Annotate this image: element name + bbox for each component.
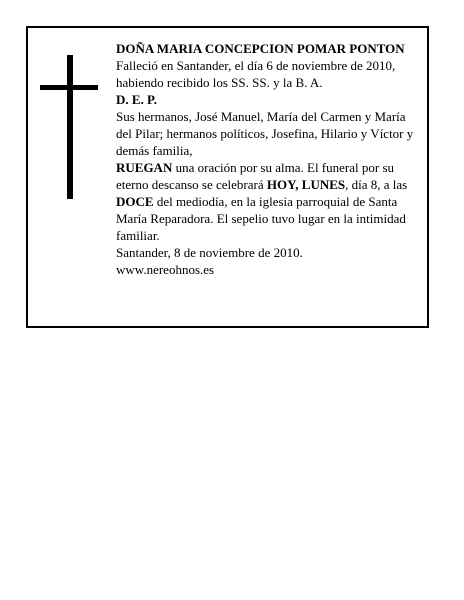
deceased-name: DOÑA MARIA CONCEPCION POMAR PONTON (116, 41, 405, 56)
cross-icon (67, 55, 73, 199)
obituary-notice (26, 26, 429, 328)
website: www.nereohnos.es (116, 262, 215, 277)
rip-line: D. E. P. (116, 92, 158, 107)
cross-icon-bar (40, 85, 98, 90)
funeral-request (116, 159, 424, 244)
place-date: Santander, 8 de noviembre de 2010. (116, 245, 303, 260)
request-text-1: una oración por su alma. El funeral por su eterno descanso se celebrará (116, 160, 394, 192)
obituary-text (116, 40, 424, 278)
request-text-3: del mediodía, en la iglesia parroquial de Santa María Reparadora. El sepelio tuvo lugar en la intimidad familiar. (116, 194, 406, 243)
ruegan-word: RUEGAN (116, 160, 173, 175)
doce-word: DOCE (116, 194, 154, 209)
hoy-lunes: HOY, LUNES (266, 177, 346, 192)
request-text-2: , día 8, a las (345, 177, 408, 192)
family-line: Sus hermanos, José Manuel, María del Carmen y María del Pilar; hermanos políticos, Josefina, Hilario y Víctor y demás familia, (116, 109, 414, 158)
death-notice: Falleció en Santander, el día 6 de noviembre de 2010, habiendo recibido los SS. SS. y la B. A. (116, 58, 396, 90)
